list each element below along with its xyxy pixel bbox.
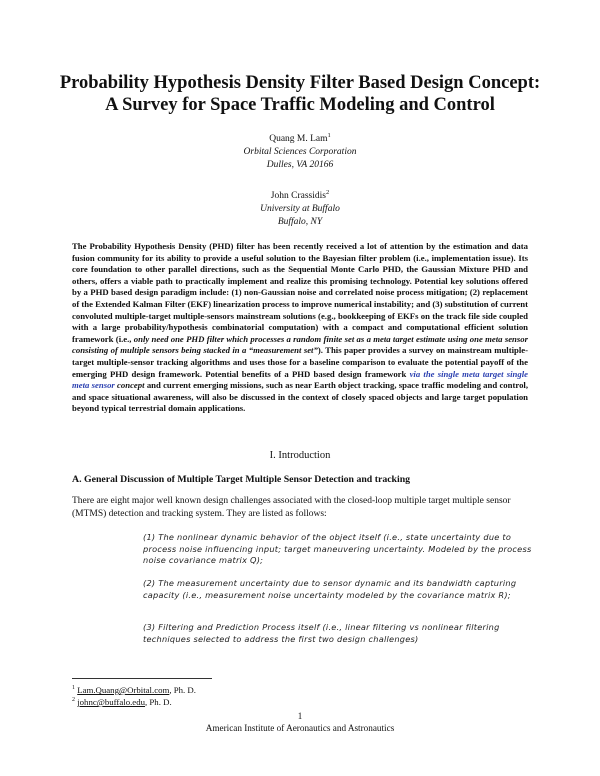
challenge-item: (2) The measurement uncertainty due to sensor dynamic and its bandwidth capturing capacity (i.e., measurement noise uncertainty modeled by the covariance matrix R);	[143, 578, 517, 600]
intro-paragraph: There are eight major well known design challenges associated with the closed-loop multiple target multiple sensor (MTMS) detection and tracking system. They are listed as follows:	[72, 496, 511, 519]
title-line-1: Probability Hypothesis Density Filter Based Design Concept:	[59, 73, 541, 93]
footnote-divider	[72, 678, 212, 679]
abstract-text-2: ). This paper provides a survey on mainstream multiple-target multiple-sensor tracking algorithms and uses those for a baseline comparison to evaluate the potential payoff of the emerging PHD design framework. Potential benefits of a PHD based design framework	[72, 345, 528, 379]
footnote-suffix: , Ph. D.	[169, 684, 196, 695]
author-block-2	[0, 186, 600, 229]
author-organization: Orbital Sciences Corporation	[243, 147, 357, 158]
author-location: Dulles, VA 20166	[266, 160, 334, 171]
abstract-text-1: The Probability Hypothesis Density (PHD) filter has been recently received a lot of attention by the estimation and data fusion community for its ability to provide a useful solution to the Bayesian filter problem (i.e., implementation issue). Its core foundation to other parallel directions, such as the Sequential Monte Carlo PHD, the Gaussian Mixture PHD and others, offers a viable path to practically implement and realize this promising technology. Potential key solutions offered by a PHD based design paradigm include: (1) non-Gaussian noise and correlated noise process mitigation; (2) replacement of the Extended Kalman Filter (EKF) linearization process to improve numerical instability; and (3) substitution of current convoluted multiple-target multiple-sensors mainstream solutions (e.g., bookkeeping of EKFs on the track file side coupled with a large probability/hypothesis combinatorial computation) with a compact and computational efficient solution framework (i.e.,	[72, 241, 528, 344]
abstract-highlight: via the single meta target single meta sensor	[72, 368, 528, 391]
author-block-1	[0, 129, 600, 172]
page-footer: American Institute of Aeronautics and Astronautics	[205, 723, 395, 733]
page-number: 1	[297, 711, 303, 721]
author-footnote-mark: 2	[325, 189, 330, 196]
challenge-item: (1) The nonlinear dynamic behavior of the object itself (i.e., state uncertainty due to process noise influencing input; target maneuvering uncertainty. Modeled by the process noise covariance matrix Q);	[143, 532, 532, 565]
abstract-emphasis-1: only need one PHD filter which processes a random finite set as a meta target estimate using one meta sensor consisting of multiple sensors being stacked in a “measurement set”	[72, 333, 528, 356]
abstract-text-3: and current emerging missions, such as near Earth object tracking, space traffic modeling and control, and space situational awareness, will also be discussed in the context of closely spaced objects and large target population beyond typical terrestrial domain applications.	[72, 380, 528, 414]
footnote-suffix: , Ph. D.	[145, 696, 172, 707]
author-organization: University at Buffalo	[260, 204, 340, 215]
footnote-email-link[interactable]: Lam.Quang@Orbital.com	[77, 684, 170, 695]
author-name: Quang M. Lam	[269, 134, 328, 145]
section-heading: I. Introduction	[269, 450, 331, 461]
author-location: Buffalo, NY	[277, 217, 323, 228]
footnote-mark: 1	[72, 685, 75, 691]
author-name: John Crassidis	[270, 191, 326, 202]
title-line-2: A Survey for Space Traffic Modeling and Control	[105, 95, 495, 115]
author-footnote-mark: 1	[327, 132, 331, 139]
footnote-email-link[interactable]: johnc@buffalo.edu	[77, 696, 145, 707]
footnote-mark: 2	[72, 697, 75, 703]
subsection-heading: A. General Discussion of Multiple Target Multiple Sensor Detection and tracking	[72, 474, 411, 485]
challenge-item: (3) Filtering and Prediction Process itself (i.e., linear filtering vs nonlinear filtering techniques selected to address the first two design challenges)	[143, 622, 500, 644]
footnote-1	[72, 683, 196, 696]
abstract-emphasis-2: concept	[114, 380, 145, 391]
paper-title	[40, 72, 560, 116]
footnote-2	[72, 695, 172, 708]
abstract	[72, 241, 528, 415]
